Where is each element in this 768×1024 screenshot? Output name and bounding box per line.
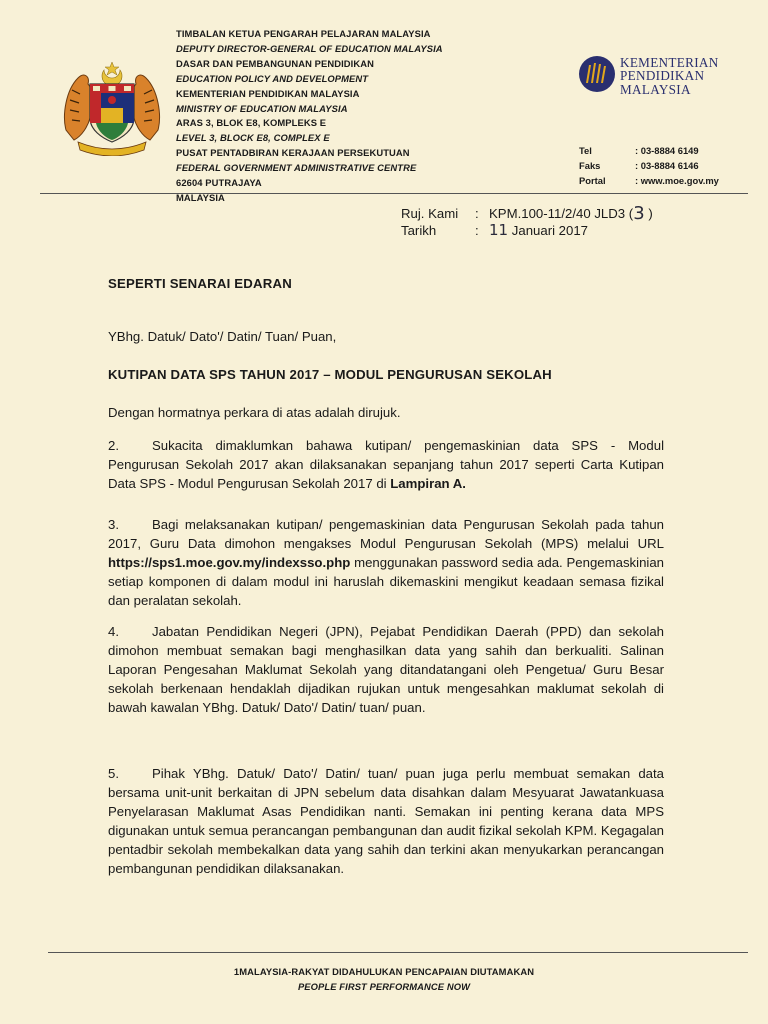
contact-label: Faks xyxy=(579,159,601,171)
paragraph-bold-text: Lampiran A. xyxy=(390,476,466,491)
reference-number: KPM.100-11/2/40 JLD3 xyxy=(489,206,626,221)
paragraph-text: Jabatan Pendidikan Negeri (JPN), Pejabat Pendidikan Daerah (PPD) dan sekolah dimohon membuat semakan bagi menghasilkan data yang sahih dan berkualiti. Salinan Laporan Pengesahan Maklumat Sekolah yang ditandatangani oleh Pengetua/ Guru Besar sekolah berkenaan hendaklah dijadikan rujukan untuk mengesahkan maklumat sekolah di bawah kawalan YBhg. Datuk/ Dato'/ Datin/ tuan/ puan. xyxy=(108,624,664,715)
ministry-name xyxy=(620,56,719,96)
paragraph-5 xyxy=(108,764,664,878)
contact-row xyxy=(579,174,759,189)
contact-block xyxy=(579,144,759,189)
contact-label: Portal xyxy=(579,174,606,186)
date-colon: : xyxy=(475,223,479,238)
address-line: ARAS 3, BLOK E8, KOMPLEKS E xyxy=(176,117,327,129)
contact-row xyxy=(579,159,759,174)
paragraph-number: 2. xyxy=(108,438,119,453)
ministry-name-line: KEMENTERIAN xyxy=(620,55,719,70)
recipients-heading: SEPERTI SENARAI EDARAN xyxy=(108,276,292,291)
paragraph-3 xyxy=(108,515,664,610)
date-label: Tarikh xyxy=(401,223,437,238)
footer-slogan-english: PEOPLE FIRST PERFORMANCE NOW xyxy=(297,981,471,992)
address-line: PUSAT PENTADBIRAN KERAJAAN PERSEKUTUAN xyxy=(176,147,410,159)
address-line: MINISTRY OF EDUCATION MALAYSIA xyxy=(176,102,348,114)
paragraph-number: 4. xyxy=(108,624,119,639)
salutation: YBhg. Datuk/ Dato'/ Datin/ Tuan/ Puan, xyxy=(108,329,337,344)
reference-row xyxy=(401,205,653,222)
paragraph-number: 3. xyxy=(108,517,119,532)
contact-value[interactable]: : www.moe.gov.my xyxy=(635,174,719,186)
address-line: LEVEL 3, BLOCK E8, COMPLEX E xyxy=(176,132,330,144)
paragraph-text: Bagi melaksanakan kutipan/ pengemaskinian data Pengurusan Sekolah pada tahun 2017, Guru Data dimohon mengakses Modul Pengurusan Sekolah (MPS) melalui URL xyxy=(108,517,664,551)
contact-label: Tel xyxy=(579,145,592,156)
contact-value: : 03-8884 6146 xyxy=(635,159,699,171)
paragraph-text: Pihak YBhg. Datuk/ Dato'/ Datin/ tuan/ puan juga perlu membuat semakan data bersama unit-unit berkaitan di JPN sebelum data disahkan dalam Mesyuarat Jawatankuasa Penyelarasan Maklumat Asas Pendidikan nanti. Semakan ini penting kerana data MPS digunakan untuk semua perancangan pembangunan dan audit fizikal sekolah KPM. Kegagalan pentadbir sekolah membekalkan data yang sahih dan terkini akan menyukarkan perancangan pembangunan pendidikan dilaksanakan. xyxy=(108,766,664,876)
coat-of-arms-icon xyxy=(60,60,164,156)
ministry-logo xyxy=(578,55,758,99)
reference-block xyxy=(401,205,653,239)
sender-address xyxy=(176,27,496,206)
address-line: EDUCATION POLICY AND DEVELOPMENT xyxy=(176,72,369,84)
date-value: Januari 2017 xyxy=(511,223,589,238)
reference-colon: : xyxy=(475,206,479,221)
paragraph-number: 5. xyxy=(108,766,119,781)
reference-label: Ruj. Kami xyxy=(401,206,459,221)
handwritten-day: 11 xyxy=(489,221,509,239)
paragraph-4 xyxy=(108,622,664,717)
address-line: DASAR DAN PEMBANGUNAN PENDIDIKAN xyxy=(176,57,374,69)
reference-paren-open: ( xyxy=(628,206,634,221)
date-row xyxy=(401,222,653,239)
contact-row xyxy=(579,144,759,159)
paragraph-text: menggunakan password sedia ada. Pengemaskinian setiap komponen di dalam modul ini haruslah dikemaskini mengikut keadaan semasa fizikal dan peralatan sekolah. xyxy=(108,555,664,608)
ministry-emblem-icon xyxy=(578,55,616,93)
footer-slogan: 1MALAYSIA-RAKYAT DIDAHULUKAN PENCAPAIAN DIUTAMAKAN xyxy=(233,966,535,977)
address-line: KEMENTERIAN PENDIDIKAN MALAYSIA xyxy=(176,87,360,99)
paragraph-text: Sukacita dimaklumkan bahawa kutipan/ pengemaskinian data SPS - Modul Pengurusan Sekolah 2017 akan dilaksanakan sepanjang tahun 2017 seperti Carta Kutipan Data SPS - Modul Pengurusan Sekolah 2017 di xyxy=(108,438,664,491)
opening-sentence: Dengan hormatnya perkara di atas adalah dirujuk. xyxy=(108,405,401,420)
ministry-name-line: MALAYSIA xyxy=(620,81,691,97)
ministry-name-line: PENDIDIKAN xyxy=(620,68,705,84)
reference-paren-close: ) xyxy=(648,206,653,221)
header-divider xyxy=(40,193,748,194)
address-line: MALAYSIA xyxy=(176,191,225,203)
address-line: TIMBALAN KETUA PENGARAH PELAJARAN MALAYSIA xyxy=(176,28,431,39)
address-line: FEDERAL GOVERNMENT ADMINISTRATIVE CENTRE xyxy=(176,162,417,174)
paragraph-2 xyxy=(108,436,664,493)
contact-value: : 03-8884 6149 xyxy=(635,145,699,156)
address-line: 62604 PUTRAJAYA xyxy=(176,177,262,189)
address-line: DEPUTY DIRECTOR-GENERAL OF EDUCATION MALAYSIA xyxy=(176,42,443,54)
subject-line: KUTIPAN DATA SPS TAHUN 2017 – MODUL PENGURUSAN SEKOLAH xyxy=(108,367,552,382)
handwritten-number: 3 xyxy=(633,203,645,224)
footer-divider xyxy=(48,952,748,953)
portal-url-link[interactable]: https://sps1.moe.gov.my/indexsso.php xyxy=(108,555,351,570)
